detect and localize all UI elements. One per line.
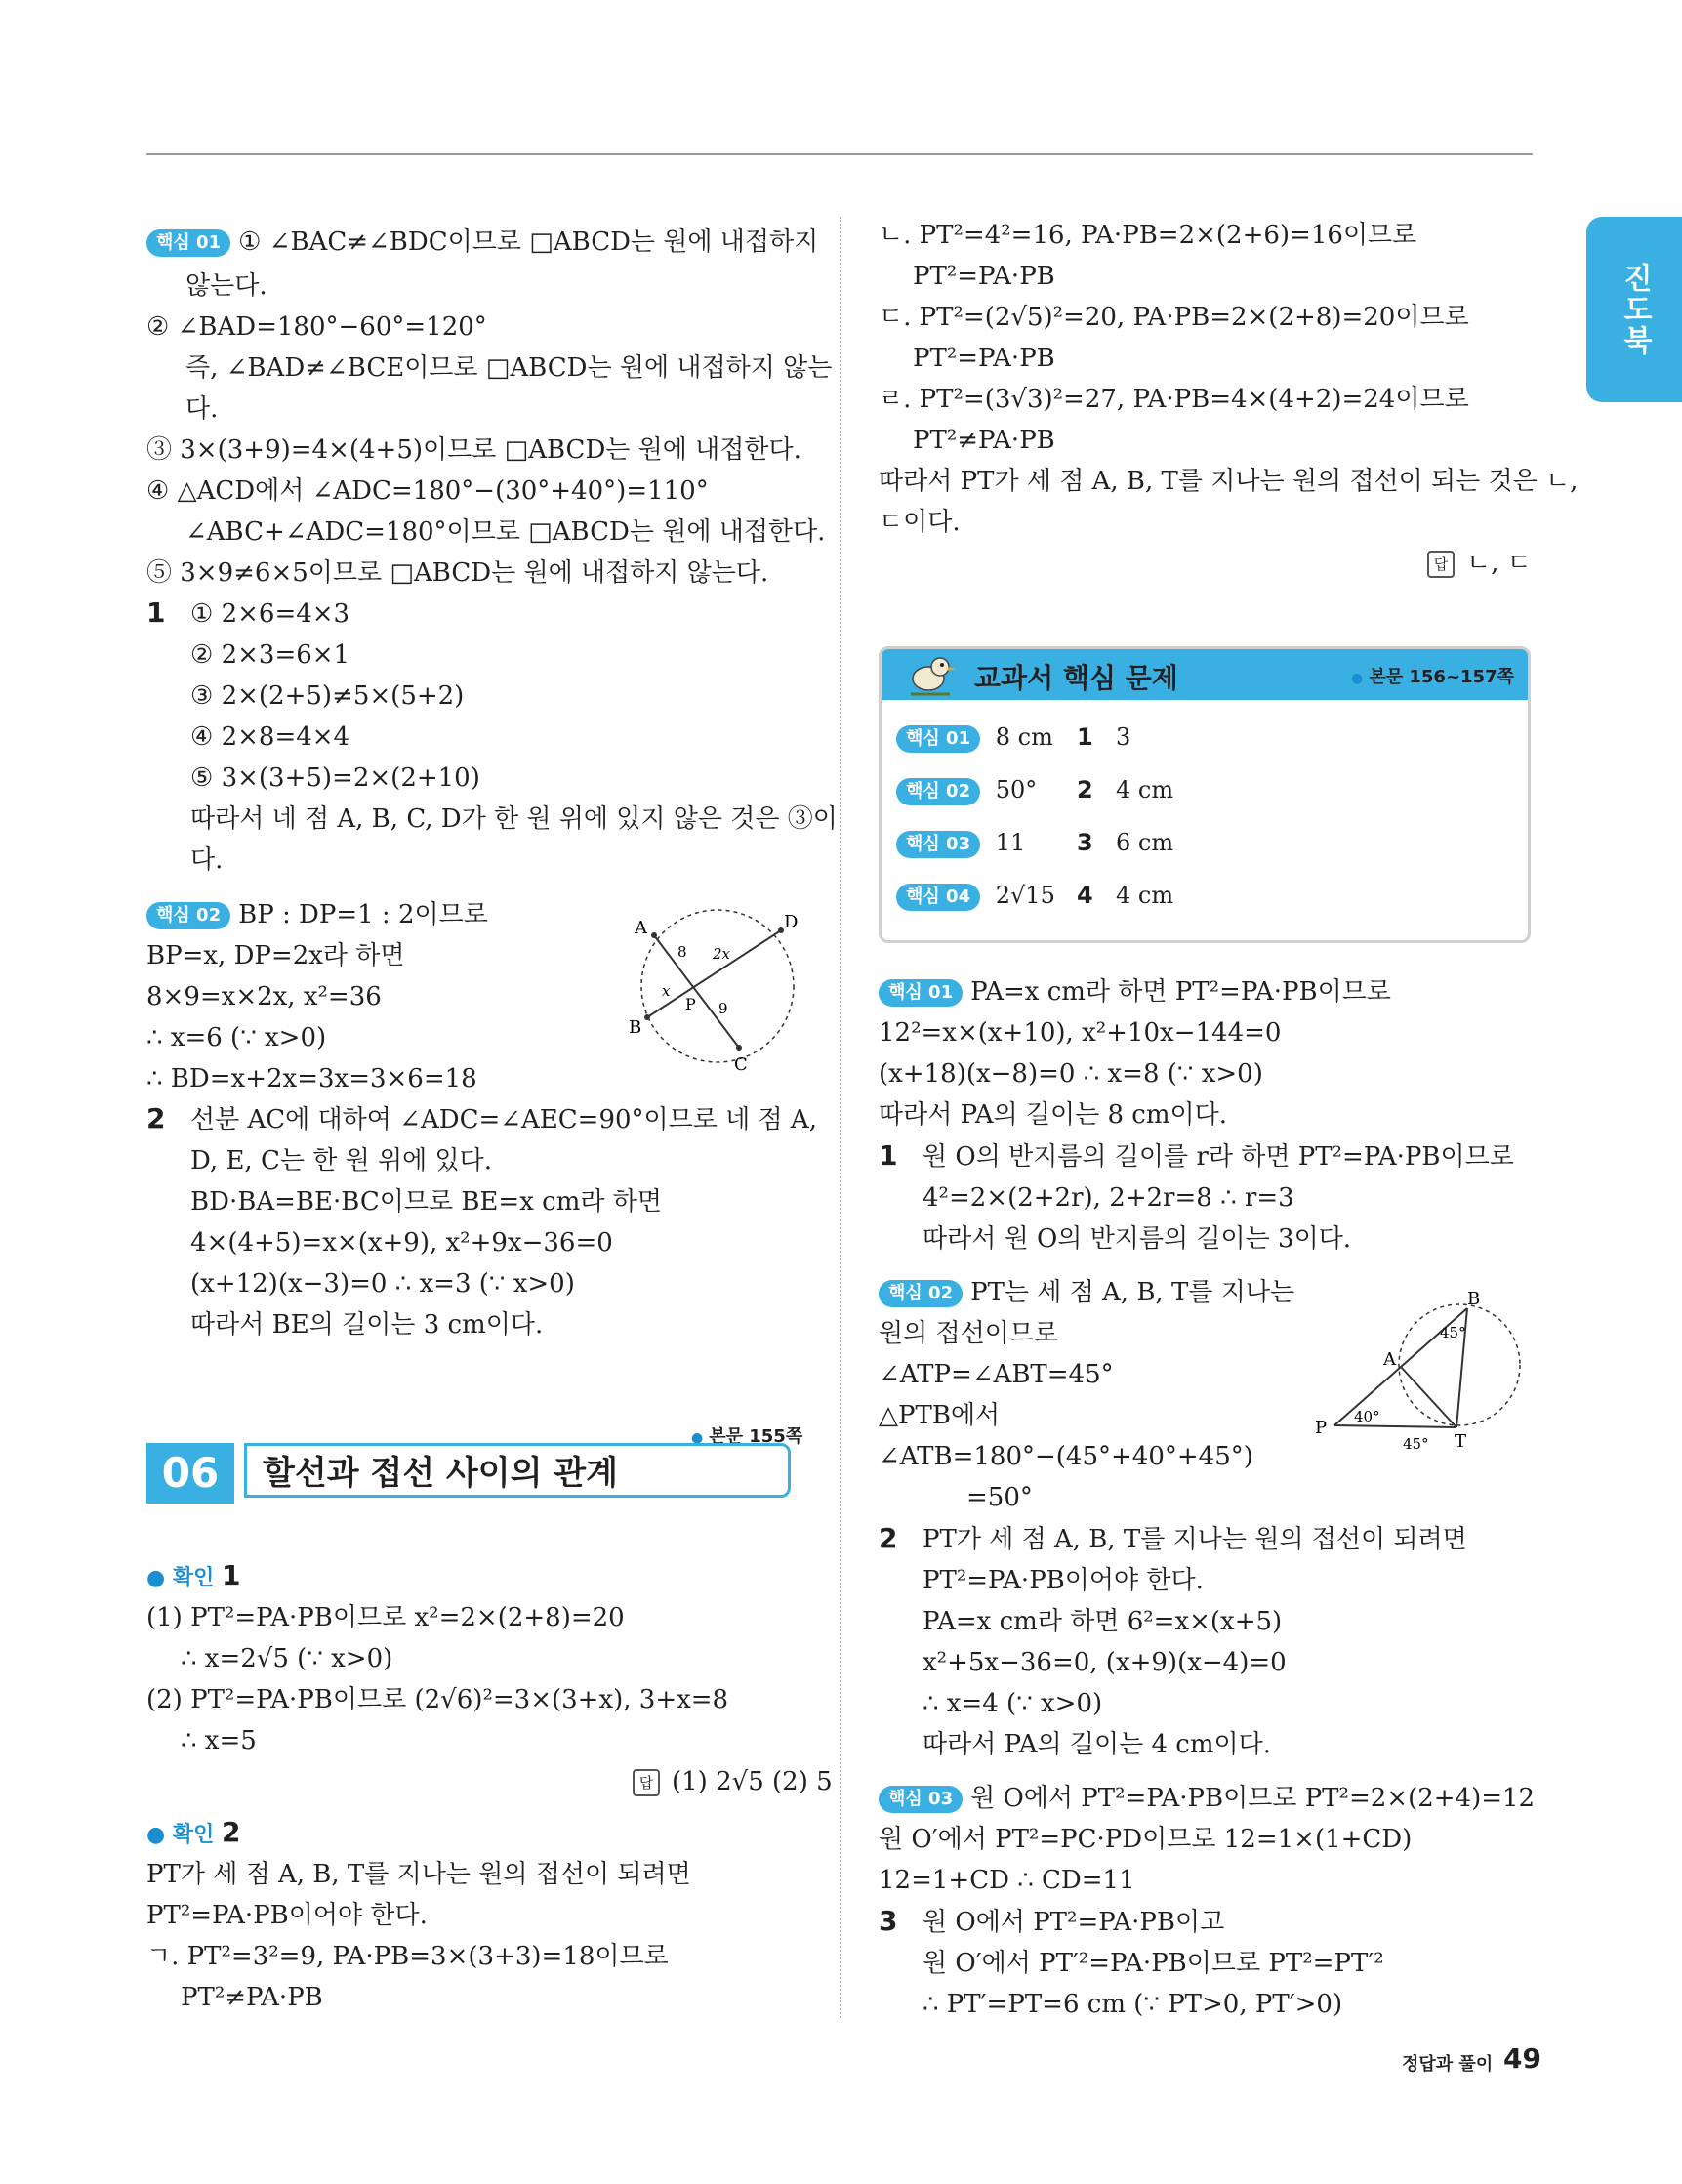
right-p2-line-4: ∴ x=4 (∵ x>0) [923, 1689, 1103, 1718]
core-problems-page-ref: ● 본문 156~157쪽 [1351, 663, 1514, 688]
left-p1-line-6: 다. [190, 845, 224, 875]
check2-line-0: PT가 세 점 A, B, T를 지나는 원의 접선이 되려면 [146, 1860, 691, 1889]
column-divider [840, 217, 841, 2018]
bird-mascot-icon [901, 651, 960, 700]
right-core02-line-2: ∠ATP=∠ABT=45° [879, 1360, 1114, 1389]
core-row-4-ans: 4 cm [1116, 882, 1174, 909]
check1-line-3: ∴ x=5 [181, 1726, 257, 1755]
right-p2-line-2: PA=x cm라 하면 6²=x×(x+5) [923, 1607, 1283, 1636]
label-a: A [1383, 1349, 1396, 1370]
left-p2-line-1: D, E, C는 한 원 위에 있다. [190, 1146, 492, 1175]
core-badge: 핵심 02 [879, 1280, 963, 1307]
core-badge: 핵심 03 [879, 1786, 963, 1813]
left-p2-line-5: 따라서 BE의 길이는 3 cm이다. [190, 1310, 544, 1339]
left-p1-line-5: 따라서 네 점 A, B, C, D가 한 원 위에 있지 않은 것은 ③이 [190, 804, 838, 834]
left-core01-line-6: ④ △ACD에서 ∠ADC=180°−(30°+40°)=110° [146, 476, 709, 506]
left-p2-line-2: BD·BA=BE·BC이므로 BE=x cm라 하면 [190, 1187, 662, 1216]
core-row-2-ans: 4 cm [1116, 776, 1174, 804]
left-core01-line-7: ∠ABC+∠ADC=180°이므로 □ABCD는 원에 내접한다. [185, 517, 826, 547]
right-core02-line-0: 핵심 02 PT는 세 점 A, B, T를 지나는 [879, 1277, 1294, 1308]
right-problem-2-number: 2 [879, 1522, 898, 1554]
label-x: x [662, 982, 671, 1000]
core-badge: 핵심 01 [146, 229, 230, 257]
left-core01-line-1: 않는다. [185, 271, 267, 301]
section-page-ref: ● 본문 155쪽 [691, 1422, 802, 1454]
circle-outline [1399, 1304, 1520, 1425]
core-badge: 핵심 02 [146, 902, 230, 929]
right-core03-line-2: 12=1+CD ∴ CD=11 [879, 1866, 1135, 1895]
left-core02-line-0: 핵심 02 BP : DP=1 : 2이므로 [146, 899, 488, 930]
left-core01-line-2: ② ∠BAD=180°−60°=120° [146, 312, 487, 342]
right-cont-line-7: ㄷ이다. [879, 508, 961, 537]
check2-line-3: PT²≠PA·PB [181, 1983, 323, 2012]
right-cont-line-4: ㄹ. PT²=(3√3)²=27, PA·PB=4×(4+2)=24이므로 [879, 385, 1469, 414]
label-p: P [1315, 1418, 1328, 1438]
answer-icon: 답 [633, 1769, 660, 1796]
right-p3-line-0: 원 O에서 PT²=PA·PB이고 [923, 1908, 1225, 1937]
chord-bd [647, 930, 781, 1017]
left-core01-line-8: ⑤ 3×9≠6×5이므로 □ABCD는 원에 내접하지 않는다. [146, 558, 769, 588]
label-b: B [629, 1017, 642, 1038]
left-p1-line-4: ⑤ 3×(3+5)=2×(2+10) [190, 763, 480, 793]
angle-t: 45° [1403, 1435, 1429, 1453]
right-core01-line-1: 12²=x×(x+10), x²+10x−144=0 [879, 1018, 1282, 1048]
right-p1-line-1: 4²=2×(2+2r), 2+2r=8 ∴ r=3 [923, 1183, 1294, 1213]
intersecting-chords-diagram [625, 898, 810, 1074]
right-core01-line-0: 핵심 01 PA=x cm라 하면 PT²=PA·PB이므로 [879, 976, 1391, 1008]
right-problem-1-number: 1 [879, 1139, 898, 1172]
right-p3-line-1: 원 O′에서 PT′²=PA·PB이므로 PT²=PT′² [923, 1949, 1384, 1978]
left-p2-line-0: 선분 AC에 대하여 ∠ADC=∠AEC=90°이므로 네 점 A, [190, 1105, 817, 1134]
right-p3-line-2: ∴ PT′=PT=6 cm (∵ PT>0, PT′>0) [923, 1990, 1343, 2019]
core-badge: 핵심 01 [879, 979, 963, 1007]
core-row-4: 핵심 04 2√15 [896, 882, 1055, 911]
left-p1-line-3: ④ 2×8=4×4 [190, 722, 350, 752]
right-p2-line-5: 따라서 PA의 길이는 4 cm이다. [923, 1730, 1272, 1759]
segment-pt [1334, 1425, 1456, 1427]
core-problems-box [879, 646, 1531, 943]
label-8: 8 [677, 943, 687, 961]
check1-line-0: (1) PT²=PA·PB이므로 x²=2×(2+8)=20 [146, 1603, 625, 1632]
left-p1-line-1: ② 2×3=6×1 [190, 640, 350, 670]
label-a: A [635, 918, 647, 938]
side-tab[interactable] [1586, 217, 1682, 402]
check-1-heading: ● 확인 1 [146, 1559, 241, 1591]
label-c: C [734, 1054, 748, 1074]
label-b: B [1467, 1289, 1481, 1309]
right-p2-line-1: PT²=PA·PB이어야 한다. [923, 1566, 1204, 1595]
right-p2-line-3: x²+5x−36=0, (x+9)(x−4)=0 [923, 1648, 1287, 1677]
core-row-1-num: 1 [1077, 723, 1093, 751]
side-tab-label: 진도북 [1618, 263, 1652, 356]
check2-line-1: PT²=PA·PB이어야 한다. [146, 1901, 428, 1930]
right-core02-line-5: =50° [966, 1483, 1033, 1512]
check2-line-2: ㄱ. PT²=3²=9, PA·PB=3×(3+3)=18이므로 [146, 1942, 669, 1971]
core-row-1-ans: 3 [1116, 723, 1131, 751]
left-p1-line-2: ③ 2×(2+5)≠5×(5+2) [190, 681, 465, 711]
check-2-heading: ● 확인 2 [146, 1816, 241, 1848]
right-p1-line-0: 원 O의 반지름의 길이를 r라 하면 PT²=PA·PB이므로 [923, 1142, 1514, 1172]
left-core02-line-3: ∴ x=6 (∵ x>0) [146, 1023, 327, 1052]
right-core01-line-2: (x+18)(x−8)=0 ∴ x=8 (∵ x>0) [879, 1059, 1263, 1089]
core-problems-title: 교과서 핵심 문제 [974, 662, 1178, 694]
right-problem-3-number: 3 [879, 1905, 898, 1937]
label-p: P [685, 995, 696, 1013]
right-cont-line-1: PT²=PA·PB [913, 262, 1055, 291]
top-rule [146, 153, 1533, 155]
right-cont-line-6: 따라서 PT가 세 점 A, B, T를 지나는 원의 접선이 되는 것은 ㄴ, [879, 467, 1579, 496]
core-row-1: 핵심 01 8 cm [896, 723, 1053, 753]
answer-icon: 답 [1427, 551, 1455, 578]
right-p2-line-0: PT가 세 점 A, B, T를 지나는 원의 접선이 되려면 [923, 1525, 1467, 1554]
left-core01-line-5: ③ 3×(3+9)=4×(4+5)이므로 □ABCD는 원에 내접한다. [146, 435, 801, 465]
label-t: T [1455, 1431, 1467, 1452]
check1-line-2: (2) PT²=PA·PB이므로 (2√6)²=3×(3+x), 3+x=8 [146, 1685, 729, 1714]
section-header [146, 1443, 800, 1504]
label-2x: 2x [713, 945, 731, 963]
right-core03-line-0: 핵심 03 원 O에서 PT²=PA·PB이므로 PT²=2×(2+4)=12 [879, 1783, 1535, 1814]
check1-line-1: ∴ x=2√5 (∵ x>0) [181, 1644, 393, 1673]
right-core03-line-1: 원 O′에서 PT²=PC·PD이므로 12=1×(1+CD) [879, 1825, 1413, 1854]
label-d: D [784, 912, 799, 932]
right-cont-line-5: PT²≠PA·PB [913, 426, 1055, 455]
right-answer: 답 ㄴ, ㄷ [1427, 548, 1532, 579]
right-core02-line-4: ∠ATB=180°−(45°+40°+45°) [879, 1442, 1253, 1471]
core-row-3-ans: 6 cm [1116, 829, 1174, 856]
segment-at [1401, 1367, 1456, 1427]
left-core01-line-0: 핵심 01 ① ∠BAC≠∠BDC이므로 □ABCD는 원에 내접하지 [146, 227, 818, 258]
core-row-2-num: 2 [1077, 776, 1093, 804]
core-row-4-num: 4 [1077, 882, 1093, 909]
right-cont-line-3: PT²=PA·PB [913, 344, 1055, 373]
section-title: 할선과 접선 사이의 관계 [244, 1443, 791, 1498]
angle-p: 40° [1354, 1408, 1380, 1425]
right-cont-line-0: ㄴ. PT²=4²=16, PA·PB=2×(2+6)=16이므로 [879, 221, 1417, 250]
left-p1-line-0: ① 2×6=4×3 [190, 599, 350, 629]
right-p1-line-2: 따라서 원 O의 반지름의 길이는 3이다. [923, 1224, 1352, 1254]
footer-label: 정답과 풀이 [1402, 2054, 1494, 2075]
section-number: 06 [146, 1443, 234, 1504]
page-number: 49 [1503, 2042, 1541, 2075]
core-row-3: 핵심 03 11 [896, 829, 1025, 858]
core-problems-header [882, 649, 1528, 700]
check1-answer: 답 (1) 2√5 (2) 5 [633, 1766, 833, 1797]
core-row-2: 핵심 02 50° [896, 776, 1037, 805]
left-p2-line-3: 4×(4+5)=x×(x+9), x²+9x−36=0 [190, 1228, 613, 1257]
left-problem-1-number: 1 [146, 597, 166, 629]
right-cont-line-2: ㄷ. PT²=(2√5)²=20, PA·PB=2×(2+8)=20이므로 [879, 303, 1469, 332]
left-problem-2-number: 2 [146, 1102, 166, 1134]
left-core01-line-4: 다. [185, 394, 219, 424]
right-core02-line-1: 원의 접선이므로 [879, 1319, 1059, 1348]
left-core01-line-3: 즉, ∠BAD≠∠BCE이므로 □ABCD는 원에 내접하지 않는 [185, 353, 833, 383]
tangent-secant-diagram [1313, 1289, 1528, 1455]
left-core02-line-1: BP=x, DP=2x라 하면 [146, 941, 405, 970]
left-core02-line-2: 8×9=x×2x, x²=36 [146, 982, 382, 1011]
label-9: 9 [718, 1000, 728, 1017]
left-p2-line-4: (x+12)(x−3)=0 ∴ x=3 (∵ x>0) [190, 1269, 575, 1298]
angle-b: 45° [1440, 1324, 1466, 1341]
right-core02-line-3: △PTB에서 [879, 1401, 1001, 1430]
right-core01-line-3: 따라서 PA의 길이는 8 cm이다. [879, 1100, 1228, 1130]
core-row-3-num: 3 [1077, 829, 1093, 856]
left-core02-line-4: ∴ BD=x+2x=3x=3×6=18 [146, 1064, 477, 1093]
